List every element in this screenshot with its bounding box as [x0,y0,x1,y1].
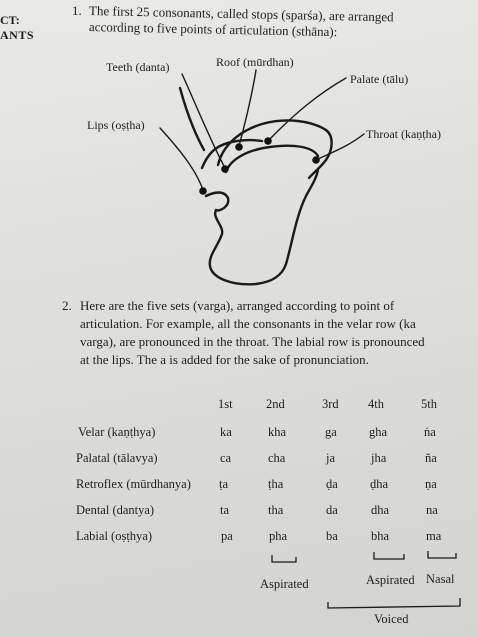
cell-tta: ṭa [219,477,229,491]
header-2nd: 2nd [266,397,285,411]
header-1st: 1st [218,397,233,411]
item1-line1: The first 25 consonants, called stops (sparśa), are arranged [88,3,394,25]
label-throat: Throat (kaṇṭha) [366,127,441,141]
row-label-palatal: Palatal (tālavya) [76,451,158,465]
cell-nya: ña [425,451,437,465]
cell-na: na [426,503,438,517]
bracket-aspirated-left [272,555,296,562]
header-3rd: 3rd [322,397,339,411]
label-aspirated-left: Aspirated [260,577,309,591]
label-nasal: Nasal [426,572,455,586]
row-label-dental: Dental (dantya) [76,503,155,517]
cell-ja: ja [326,451,336,465]
cell-dha: dha [371,503,390,517]
bracket-aspirated-right [374,552,404,559]
item1-line2: according to five points of articulation (sthāna): [88,19,338,40]
cell-ttha: ṭha [268,477,284,491]
row-label-velar: Velar (kaṇṭhya) [78,425,156,439]
cell-cha: cha [268,451,286,465]
cell-nga: ṅa [424,425,436,439]
cell-pa: pa [221,529,233,543]
label-lips: Lips (oṣṭha) [87,118,145,132]
cell-ta: ta [220,503,230,517]
cell-pha: pha [269,529,288,543]
cell-ca: ca [220,451,232,465]
cell-ddha: ḍha [370,477,389,491]
label-palate: Palate (tālu) [350,72,409,86]
item2-line3: varga), are pronounced in the throat. The labial row is pronounced [80,334,425,349]
cell-ga: ga [325,425,337,439]
item1-number: 1. [72,3,82,18]
cell-ka: ka [220,425,232,439]
cell-jha: jha [371,451,387,465]
margin-text-1: CT: [0,13,20,27]
margin-text-2: ANTS [0,28,35,42]
label-aspirated-right: Aspirated [366,573,415,587]
cell-ma: ma [426,529,442,543]
item2-number: 2. [62,298,72,313]
cell-gha: gha [369,425,388,439]
cell-ba: ba [326,529,338,543]
cell-da: da [326,503,338,517]
cell-bha: bha [371,529,390,543]
bracket-voiced [328,598,460,608]
cell-nna: ṇa [425,477,437,491]
cell-dda: ḍa [326,477,338,491]
item2-line2: articulation. For example, all the consonants in the velar row (ka [80,316,416,331]
label-voiced: Voiced [374,612,409,626]
cell-kha: kha [268,425,287,439]
item2-line4: at the lips. The a is added for the sake of pronunciation. [80,352,369,367]
row-label-labial: Labial (oṣṭhya) [76,529,153,543]
label-roof: Roof (mūrdhan) [216,55,294,69]
header-4th: 4th [368,397,384,411]
item2-line1: Here are the five sets (varga), arranged according to point of [80,298,395,313]
cell-tha: tha [268,503,284,517]
header-5th: 5th [421,397,437,411]
label-teeth: Teeth (danta) [106,60,170,74]
row-label-retroflex: Retroflex (mūrdhanya) [76,477,191,491]
bracket-nasal [428,551,456,558]
